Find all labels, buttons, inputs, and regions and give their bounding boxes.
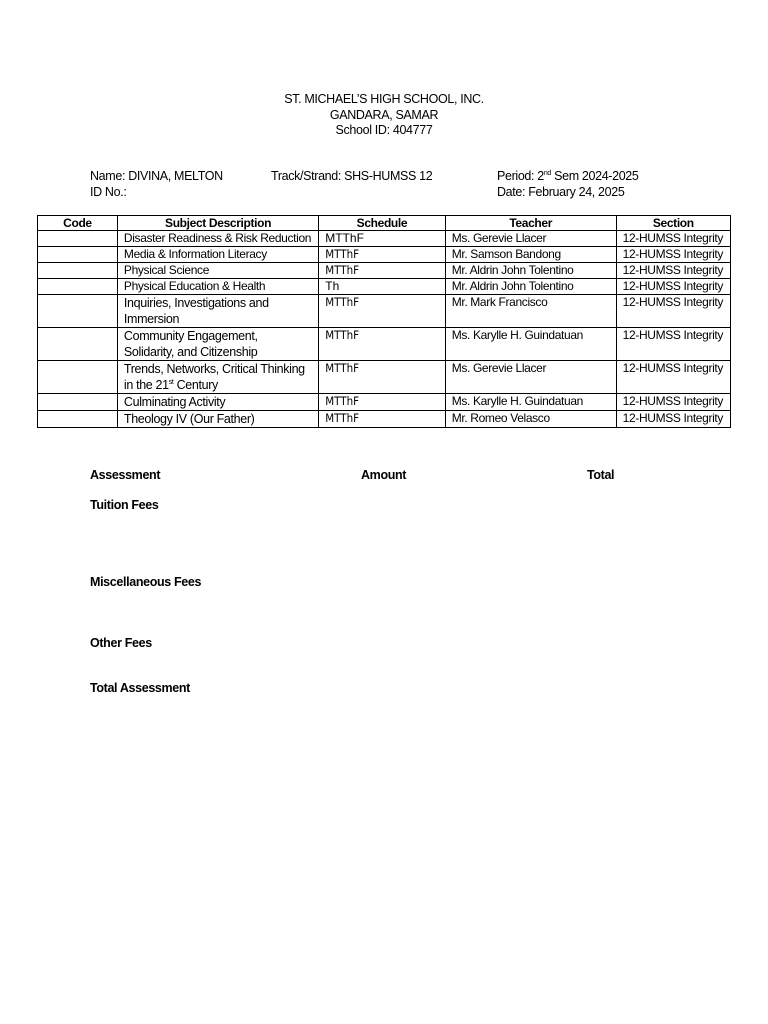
- subject-cell: Culminating Activity: [117, 394, 318, 411]
- code-cell: [38, 295, 118, 328]
- miscellaneous-fees-label: Miscellaneous Fees: [90, 575, 202, 589]
- table-row: [38, 231, 731, 247]
- schedule-cell: MTThF: [319, 263, 445, 279]
- table-row: [38, 411, 731, 428]
- teacher-cell: Ms. Gerevie Llacer: [445, 231, 616, 247]
- code-cell: [38, 411, 118, 428]
- schedule-table: [37, 215, 731, 428]
- schedule-cell: MTThF: [319, 328, 445, 361]
- section-cell: 12-HUMSS Integrity: [616, 279, 730, 295]
- subject-cell: Disaster Readiness & Risk Reduction: [117, 231, 318, 247]
- period-prefix: Period: 2: [497, 169, 544, 183]
- subject-cell: [117, 361, 318, 394]
- table-row: [38, 361, 731, 394]
- school-header: [0, 92, 768, 139]
- subject-cell: Physical Education & Health: [117, 279, 318, 295]
- teacher-cell: Mr. Aldrin John Tolentino: [445, 279, 616, 295]
- section-cell: 12-HUMSS Integrity: [616, 411, 730, 428]
- header-teacher: Teacher: [445, 216, 616, 231]
- tuition-fees-label: Tuition Fees: [90, 498, 159, 512]
- subject-line: [124, 377, 312, 393]
- table-row: [38, 279, 731, 295]
- subject-cell: Media & Information Literacy: [117, 247, 318, 263]
- school-name: ST. MICHAEL’S HIGH SCHOOL, INC.: [284, 92, 484, 106]
- period-suffix: Sem 2024-2025: [550, 169, 639, 183]
- student-name: Name: DIVINA, MELTON: [90, 169, 223, 183]
- code-cell: [38, 361, 118, 394]
- code-cell: [38, 328, 118, 361]
- code-cell: [38, 394, 118, 411]
- header-subject: Subject Description: [117, 216, 318, 231]
- section-cell: 12-HUMSS Integrity: [616, 231, 730, 247]
- table-row: [38, 295, 731, 328]
- section-cell: 12-HUMSS Integrity: [616, 394, 730, 411]
- subject-line: Immersion: [123, 312, 180, 326]
- code-cell: [38, 231, 118, 247]
- table-row: [38, 263, 731, 279]
- subject-line-sup: st: [168, 378, 174, 386]
- period-sup: nd: [543, 169, 551, 177]
- subject-cell: [117, 328, 318, 361]
- teacher-cell: Ms. Karylle H. Guindatuan: [445, 394, 616, 411]
- header-schedule: Schedule: [319, 216, 445, 231]
- schedule-cell: MTThF: [319, 394, 445, 411]
- assessment-heading: Assessment: [90, 468, 161, 482]
- subject-cell: [117, 295, 318, 328]
- subject-cell: Theology IV (Our Father): [117, 411, 318, 428]
- subject-line-suffix: Century: [173, 378, 218, 392]
- period: [497, 169, 639, 185]
- code-cell: [38, 247, 118, 263]
- subject-line: Community Engagement,: [123, 329, 258, 343]
- table-row: [38, 394, 731, 411]
- code-cell: [38, 263, 118, 279]
- teacher-cell: Ms. Gerevie Llacer: [445, 361, 616, 394]
- schedule-cell: MTThF: [319, 411, 445, 428]
- subject-line: Inquiries, Investigations and: [123, 296, 269, 310]
- school-id: School ID: 404777: [335, 123, 433, 137]
- subject-line: Solidarity, and Citizenship: [123, 345, 258, 359]
- school-address: GANDARA, SAMAR: [329, 107, 439, 122]
- table-row: [38, 247, 731, 263]
- section-cell: 12-HUMSS Integrity: [616, 247, 730, 263]
- code-cell: [38, 279, 118, 295]
- teacher-cell: Mr. Samson Bandong: [445, 247, 616, 263]
- student-id: ID No.:: [90, 185, 127, 199]
- table-row: [38, 328, 731, 361]
- section-cell: 12-HUMSS Integrity: [616, 295, 730, 328]
- section-cell: 12-HUMSS Integrity: [616, 263, 730, 279]
- amount-heading: Amount: [361, 468, 407, 482]
- schedule-cell: MTThF: [319, 247, 445, 263]
- subject-line: Trends, Networks, Critical Thinking: [123, 362, 305, 376]
- section-cell: 12-HUMSS Integrity: [616, 328, 730, 361]
- table-header-row: [38, 216, 731, 231]
- teacher-cell: Mr. Aldrin John Tolentino: [445, 263, 616, 279]
- schedule-cell: MTThF: [319, 361, 445, 394]
- teacher-cell: Ms. Karylle H. Guindatuan: [445, 328, 616, 361]
- total-assessment-label: Total Assessment: [90, 681, 190, 695]
- header-code: Code: [38, 216, 118, 231]
- track-strand: Track/Strand: SHS-HUMSS 12: [271, 169, 433, 183]
- date: Date: February 24, 2025: [497, 185, 625, 199]
- schedule-cell: Th: [319, 279, 445, 295]
- schedule-cell: MTThF: [319, 231, 445, 247]
- schedule-cell: MTThF: [319, 295, 445, 328]
- subject-line-prefix: in the 21: [123, 378, 169, 392]
- teacher-cell: Mr. Romeo Velasco: [445, 411, 616, 428]
- section-cell: 12-HUMSS Integrity: [616, 361, 730, 394]
- teacher-cell: Mr. Mark Francisco: [445, 295, 616, 328]
- other-fees-label: Other Fees: [90, 636, 152, 650]
- header-section: Section: [616, 216, 730, 231]
- total-heading: Total: [587, 468, 615, 482]
- subject-cell: Physical Science: [117, 263, 318, 279]
